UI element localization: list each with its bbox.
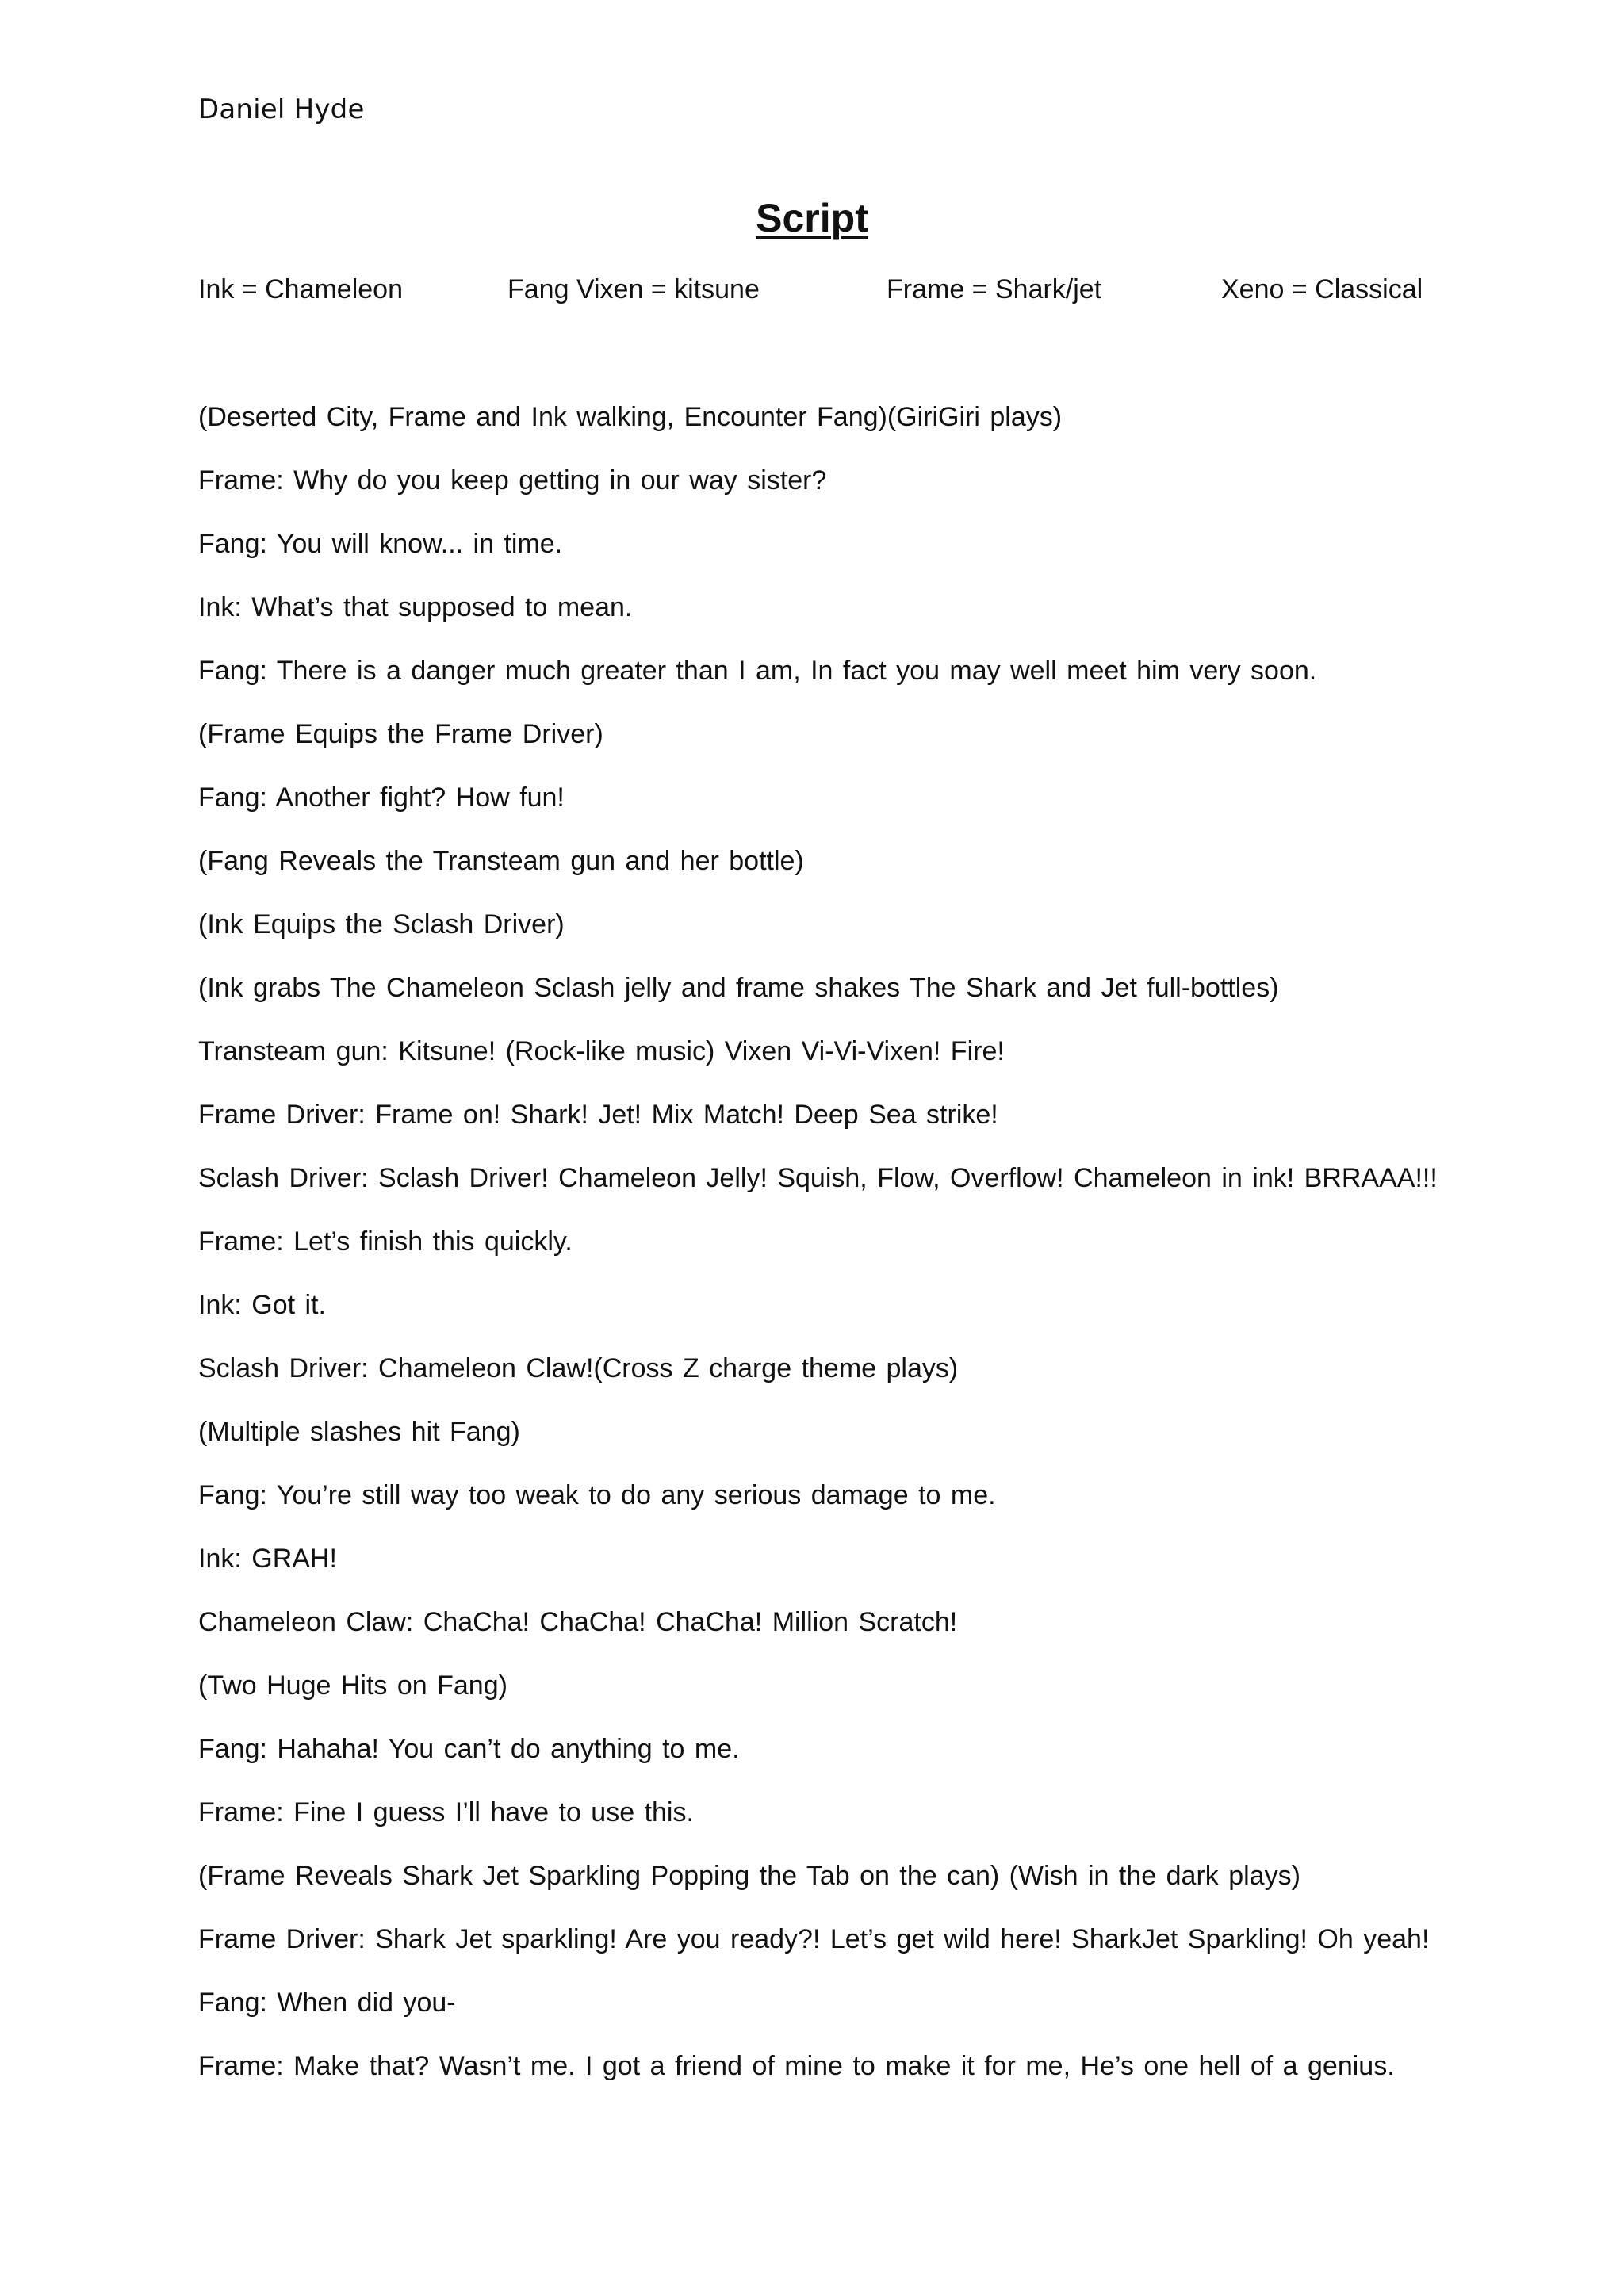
script-line: Frame: Fine I guess I’ll have to use this. (198, 1797, 694, 1827)
script-line: Ink: GRAH! (198, 1544, 337, 1574)
script-title: Script (756, 196, 868, 240)
script-line: Ink: What’s that supposed to mean. (198, 592, 633, 622)
cast-ink: Ink = Chameleon (198, 274, 403, 304)
script-line: (Ink Equips the Sclash Driver) (198, 909, 565, 939)
script-line: Frame: Let’s finish this quickly. (198, 1226, 573, 1257)
script-line: Fang: When did you- (198, 1988, 456, 2018)
cast-frame: Frame = Shark/jet (887, 274, 1102, 304)
script-line: Ink: Got it. (198, 1290, 326, 1320)
cast-xeno: Xeno = Classical (1221, 274, 1423, 304)
script-line: Transteam gun: Kitsune! (Rock-like music) Vixen Vi-Vi-Vixen! Fire! (198, 1036, 1005, 1066)
script-line: Chameleon Claw: ChaCha! ChaCha! ChaCha! Million Scratch! (198, 1607, 958, 1637)
script-line: Fang: You will know... in time. (198, 529, 563, 559)
script-line: Fang: There is a danger much greater than I am, In fact you may well meet him very soon. (198, 656, 1317, 686)
script-line: (Fang Reveals the Transteam gun and her bottle) (198, 846, 804, 876)
script-line: Sclash Driver: Chameleon Claw!(Cross Z charge theme plays) (198, 1353, 959, 1383)
author-name: Daniel Hyde (198, 94, 365, 125)
script-line: (Ink grabs The Chameleon Sclash jelly and frame shakes The Shark and Jet full-bottles) (198, 973, 1279, 1003)
script-line: (Frame Reveals Shark Jet Sparkling Popping the Tab on the can) (Wish in the dark plays) (198, 1861, 1300, 1891)
script-line: (Multiple slashes hit Fang) (198, 1417, 520, 1447)
script-line: (Deserted City, Frame and Ink walking, Encounter Fang)(GiriGiri plays) (198, 402, 1063, 432)
script-line: Fang: Hahaha! You can’t do anything to me. (198, 1734, 740, 1764)
script-line: Fang: You’re still way too weak to do any serious damage to me. (198, 1480, 996, 1510)
cast-fang: Fang Vixen = kitsune (508, 274, 760, 304)
script-body (198, 401, 1438, 2114)
script-line: Frame: Why do you keep getting in our way sister? (198, 465, 827, 496)
script-line: (Two Huge Hits on Fang) (198, 1670, 508, 1701)
script-line: Frame: Make that? Wasn’t me. I got a friend of mine to make it for me, He’s one hell of a genius. (198, 2051, 1395, 2081)
script-line: (Frame Equips the Frame Driver) (198, 719, 603, 749)
script-line: Frame Driver: Shark Jet sparkling! Are you ready?! Let’s get wild here! SharkJet Sparkling! Oh yeah! (198, 1924, 1430, 1954)
script-line: Fang: Another fight? How fun! (198, 783, 565, 813)
script-line: Sclash Driver: Sclash Driver! Chameleon Jelly! Squish, Flow, Overflow! Chameleon in ink! BRRAAA!!! (198, 1163, 1438, 1193)
script-line: Frame Driver: Frame on! Shark! Jet! Mix Match! Deep Sea strike! (198, 1100, 998, 1130)
